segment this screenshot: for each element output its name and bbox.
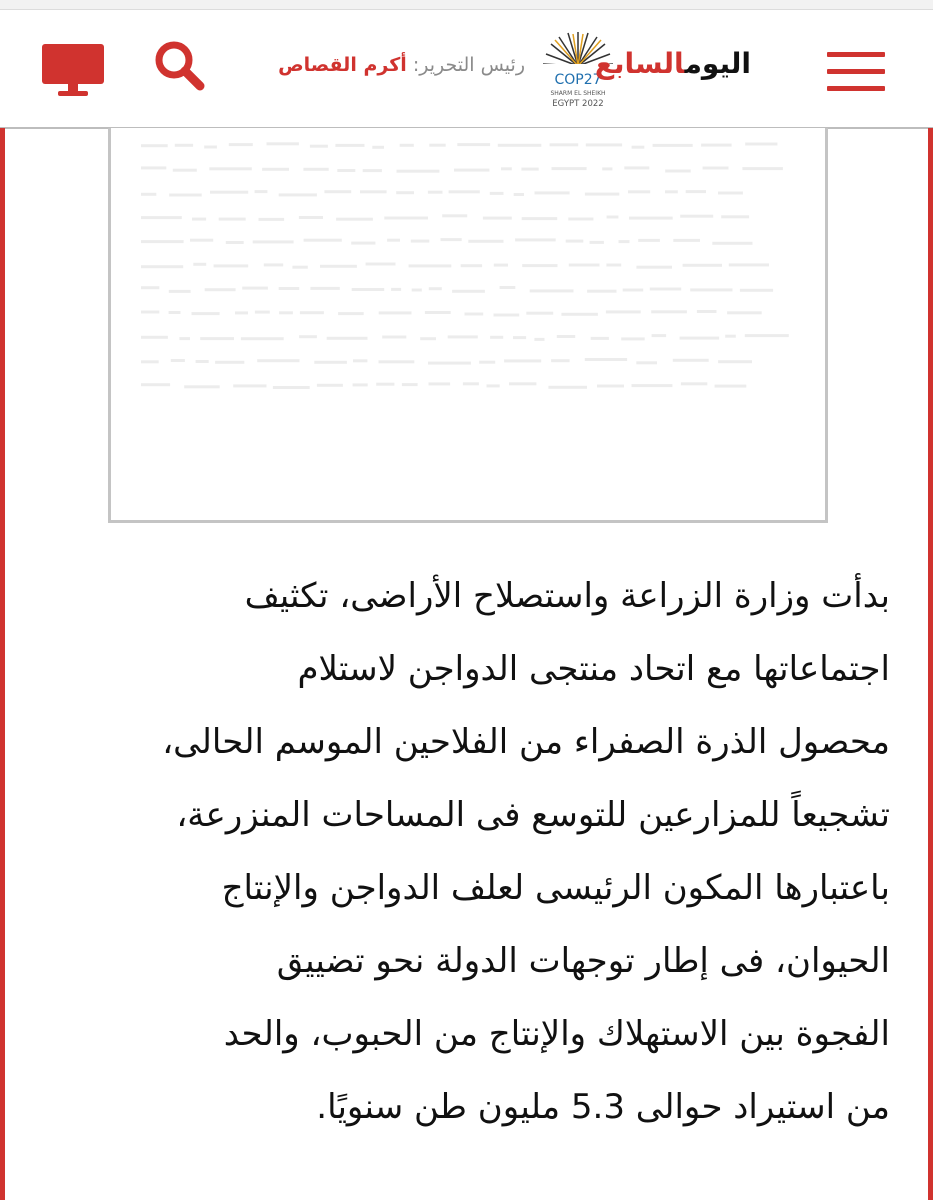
desktop-version-button[interactable] bbox=[38, 40, 108, 100]
article-image-frame bbox=[108, 128, 828, 523]
desktop-monitor-icon bbox=[38, 40, 108, 100]
cop-city: SHARM EL SHEIKH bbox=[550, 90, 606, 97]
search-button[interactable] bbox=[150, 36, 210, 96]
editor-label: رئيس التحرير: bbox=[412, 54, 525, 76]
article-line: اجتماعاتها مع اتحاد منتجى الدواجن لاستلام bbox=[297, 649, 890, 689]
article-line: باعتبارها المكون الرئيسى لعلف الدواجن والإنتاج bbox=[221, 868, 890, 908]
editor-in-chief-line bbox=[255, 50, 525, 80]
search-icon bbox=[150, 36, 210, 96]
site-header bbox=[0, 10, 933, 129]
menu-button[interactable] bbox=[822, 46, 886, 96]
right-accent-border bbox=[928, 128, 933, 1200]
article-line: من استيراد حوالى 5.3 مليون طن سنويًا. bbox=[316, 1087, 890, 1127]
article-line: الحيوان، فى إطار توجهات الدولة نحو تضييق bbox=[276, 941, 890, 981]
site-logo[interactable] bbox=[538, 26, 753, 116]
editor-name: أكرم القصاص bbox=[278, 54, 407, 76]
article-line: محصول الذرة الصفراء من الفلاحين الموسم الحالى، bbox=[162, 722, 890, 762]
cop-title: COP27 bbox=[554, 72, 602, 88]
faint-image-texture bbox=[111, 128, 825, 518]
logo-word-1: اليوم bbox=[684, 47, 751, 80]
article-line: تشجيعاً للمزارعين للتوسع فى المساحات المنزرعة، bbox=[176, 795, 890, 835]
cop-year: EGYPT 2022 bbox=[552, 99, 604, 109]
article-line: بدأت وزارة الزراعة واستصلاح الأراضى، تكثيف bbox=[244, 576, 890, 616]
logo-wordmark bbox=[594, 42, 751, 86]
logo-word-2: السابع bbox=[594, 47, 685, 80]
browser-top-strip bbox=[0, 0, 933, 10]
article-line: الفجوة بين الاستهلاك والإنتاج من الحبوب، والحد bbox=[223, 1014, 890, 1054]
left-accent-border bbox=[0, 128, 5, 1200]
article-body bbox=[40, 560, 890, 1180]
